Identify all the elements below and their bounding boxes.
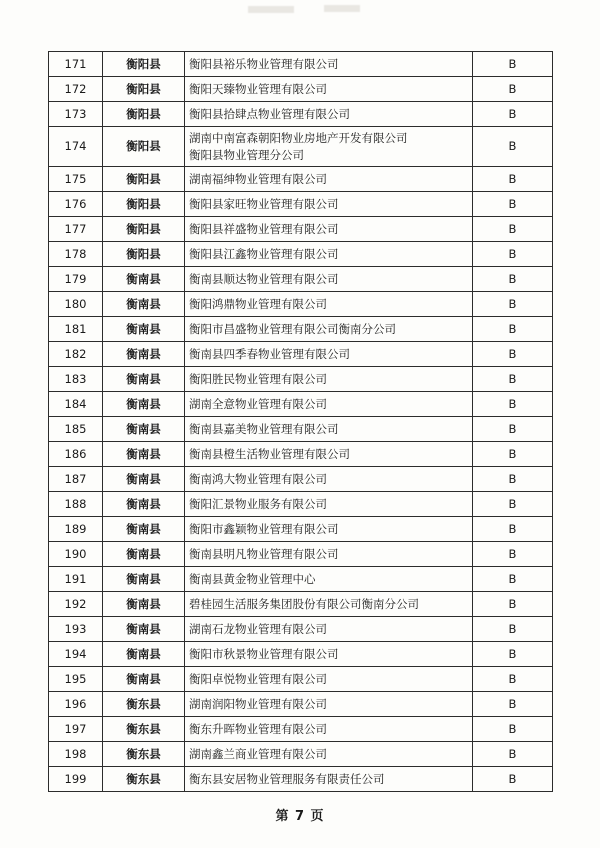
company-name-line: 衡阳县拾肆点物业管理有限公司 bbox=[189, 106, 350, 121]
table-row bbox=[49, 567, 553, 592]
company-name-line: 湖南中南富森朝阳物业房地产开发有限公司 bbox=[189, 131, 408, 145]
cell-sequence-number: 175 bbox=[49, 167, 103, 192]
table-row bbox=[49, 77, 553, 102]
table-row bbox=[49, 52, 553, 77]
cell-sequence-number: 174 bbox=[49, 127, 103, 167]
company-name-line: 湖南全意物业管理有限公司 bbox=[189, 397, 327, 411]
cell-grade: B bbox=[473, 742, 553, 767]
company-name-line: 衡阳市昌盛物业管理有限公司衡南分公司 bbox=[189, 322, 396, 336]
cell-district: 衡阳县 bbox=[103, 217, 185, 242]
cell-sequence-number: 187 bbox=[49, 467, 103, 492]
cell-district: 衡南县 bbox=[103, 267, 185, 292]
cell-sequence-number: 177 bbox=[49, 217, 103, 242]
cell-district: 衡东县 bbox=[103, 742, 185, 767]
cell-sequence-number: 198 bbox=[49, 742, 103, 767]
scan-artifact-right bbox=[324, 5, 360, 12]
table-row bbox=[49, 217, 553, 242]
table-row bbox=[49, 642, 553, 667]
company-name-line: 衡阳天臻物业管理有限公司 bbox=[189, 81, 327, 96]
table-row bbox=[49, 492, 553, 517]
cell-company-name bbox=[185, 242, 473, 267]
cell-company-name bbox=[185, 542, 473, 567]
company-name-line: 湖南福绅物业管理有限公司 bbox=[189, 172, 327, 186]
cell-district: 衡南县 bbox=[103, 367, 185, 392]
cell-grade: B bbox=[473, 102, 553, 127]
cell-company-name bbox=[185, 592, 473, 617]
table-row bbox=[49, 342, 553, 367]
table-row bbox=[49, 617, 553, 642]
cell-grade: B bbox=[473, 192, 553, 217]
table-row bbox=[49, 392, 553, 417]
cell-grade: B bbox=[473, 367, 553, 392]
table-row bbox=[49, 317, 553, 342]
table-row bbox=[49, 417, 553, 442]
cell-sequence-number: 178 bbox=[49, 242, 103, 267]
cell-grade: B bbox=[473, 767, 553, 792]
table-body bbox=[49, 52, 553, 792]
cell-district: 衡东县 bbox=[103, 767, 185, 792]
company-name-line: 衡阳县祥盛物业管理有限公司 bbox=[189, 222, 339, 236]
company-name-line: 衡南县顺达物业管理有限公司 bbox=[189, 272, 339, 286]
cell-company-name bbox=[185, 342, 473, 367]
cell-grade: B bbox=[473, 127, 553, 167]
cell-district: 衡阳县 bbox=[103, 102, 185, 127]
company-name-line: 衡阳市秋景物业管理有限公司 bbox=[189, 647, 339, 661]
company-name-line: 衡南县嘉美物业管理有限公司 bbox=[189, 422, 339, 436]
cell-sequence-number: 180 bbox=[49, 292, 103, 317]
cell-district: 衡南县 bbox=[103, 292, 185, 317]
cell-sequence-number: 195 bbox=[49, 667, 103, 692]
cell-grade: B bbox=[473, 567, 553, 592]
cell-company-name bbox=[185, 517, 473, 542]
company-name-line: 衡阳县江鑫物业管理有限公司 bbox=[189, 247, 339, 261]
cell-company-name bbox=[185, 52, 473, 77]
cell-company-name bbox=[185, 367, 473, 392]
cell-company-name bbox=[185, 167, 473, 192]
company-name-line: 衡阳县物业管理分公司 bbox=[189, 147, 304, 162]
company-name-line: 湖南润阳物业管理有限公司 bbox=[189, 697, 327, 711]
cell-sequence-number: 192 bbox=[49, 592, 103, 617]
cell-sequence-number: 172 bbox=[49, 77, 103, 102]
table-row bbox=[49, 192, 553, 217]
cell-sequence-number: 190 bbox=[49, 542, 103, 567]
company-name-line: 湖南石龙物业管理有限公司 bbox=[189, 622, 327, 636]
cell-grade: B bbox=[473, 692, 553, 717]
cell-sequence-number: 179 bbox=[49, 267, 103, 292]
cell-grade: B bbox=[473, 517, 553, 542]
company-name-line: 衡阳鸿鼎物业管理有限公司 bbox=[189, 297, 327, 311]
cell-district: 衡南县 bbox=[103, 667, 185, 692]
cell-sequence-number: 196 bbox=[49, 692, 103, 717]
cell-grade: B bbox=[473, 492, 553, 517]
table-row bbox=[49, 442, 553, 467]
company-name-line: 衡阳汇景物业服务有限公司 bbox=[189, 497, 327, 511]
company-name-line: 湖南鑫兰商业管理有限公司 bbox=[189, 747, 327, 761]
cell-sequence-number: 176 bbox=[49, 192, 103, 217]
cell-company-name bbox=[185, 392, 473, 417]
company-name-line: 衡阳县裕乐物业管理有限公司 bbox=[189, 56, 339, 71]
company-name-line: 衡南县黄金物业管理中心 bbox=[189, 572, 316, 586]
cell-grade: B bbox=[473, 617, 553, 642]
table-row bbox=[49, 267, 553, 292]
cell-company-name bbox=[185, 492, 473, 517]
cell-district: 衡南县 bbox=[103, 442, 185, 467]
cell-sequence-number: 188 bbox=[49, 492, 103, 517]
company-name-line: 衡阳胜民物业管理有限公司 bbox=[189, 372, 327, 386]
company-grade-table-wrapper bbox=[48, 51, 552, 792]
table-row bbox=[49, 767, 553, 792]
table-row bbox=[49, 102, 553, 127]
company-name-line: 衡阳市鑫颖物业管理有限公司 bbox=[189, 522, 339, 536]
cell-sequence-number: 182 bbox=[49, 342, 103, 367]
table-row bbox=[49, 667, 553, 692]
cell-grade: B bbox=[473, 717, 553, 742]
cell-company-name bbox=[185, 442, 473, 467]
cell-grade: B bbox=[473, 417, 553, 442]
cell-grade: B bbox=[473, 442, 553, 467]
cell-company-name bbox=[185, 642, 473, 667]
company-name-line: 衡东县安居物业管理服务有限责任公司 bbox=[189, 772, 385, 786]
cell-sequence-number: 189 bbox=[49, 517, 103, 542]
table-row bbox=[49, 592, 553, 617]
cell-district: 衡南县 bbox=[103, 492, 185, 517]
cell-district: 衡南县 bbox=[103, 317, 185, 342]
cell-grade: B bbox=[473, 217, 553, 242]
company-name-line: 衡东升晖物业管理有限公司 bbox=[189, 722, 327, 736]
cell-company-name bbox=[185, 617, 473, 642]
cell-company-name bbox=[185, 417, 473, 442]
cell-grade: B bbox=[473, 292, 553, 317]
scan-artifact-left bbox=[248, 6, 294, 13]
cell-district: 衡阳县 bbox=[103, 167, 185, 192]
table-row bbox=[49, 127, 553, 167]
table-row bbox=[49, 692, 553, 717]
cell-company-name bbox=[185, 767, 473, 792]
cell-sequence-number: 194 bbox=[49, 642, 103, 667]
cell-sequence-number: 186 bbox=[49, 442, 103, 467]
page-footer: 第 7 页 bbox=[275, 809, 325, 824]
cell-district: 衡南县 bbox=[103, 567, 185, 592]
cell-grade: B bbox=[473, 667, 553, 692]
cell-grade: B bbox=[473, 392, 553, 417]
company-name-line: 衡阳卓悦物业管理有限公司 bbox=[189, 672, 327, 686]
cell-company-name bbox=[185, 267, 473, 292]
company-name-line: 衡阳县家旺物业管理有限公司 bbox=[189, 197, 339, 211]
cell-company-name bbox=[185, 192, 473, 217]
cell-sequence-number: 191 bbox=[49, 567, 103, 592]
cell-district: 衡南县 bbox=[103, 392, 185, 417]
cell-grade: B bbox=[473, 167, 553, 192]
cell-district: 衡阳县 bbox=[103, 127, 185, 167]
cell-sequence-number: 199 bbox=[49, 767, 103, 792]
cell-district: 衡阳县 bbox=[103, 242, 185, 267]
cell-sequence-number: 184 bbox=[49, 392, 103, 417]
cell-district: 衡南县 bbox=[103, 642, 185, 667]
cell-district: 衡南县 bbox=[103, 592, 185, 617]
cell-district: 衡南县 bbox=[103, 342, 185, 367]
cell-district: 衡阳县 bbox=[103, 192, 185, 217]
table-row bbox=[49, 517, 553, 542]
cell-district: 衡东县 bbox=[103, 717, 185, 742]
table-row bbox=[49, 717, 553, 742]
cell-company-name bbox=[185, 317, 473, 342]
company-name-line: 衡南鸿大物业管理有限公司 bbox=[189, 472, 327, 486]
cell-grade: B bbox=[473, 467, 553, 492]
company-name-line: 碧桂园生活服务集团股份有限公司衡南分公司 bbox=[189, 597, 419, 611]
cell-district: 衡南县 bbox=[103, 517, 185, 542]
table-row bbox=[49, 292, 553, 317]
company-grade-table bbox=[48, 51, 553, 792]
cell-grade: B bbox=[473, 542, 553, 567]
cell-district: 衡阳县 bbox=[103, 77, 185, 102]
cell-company-name bbox=[185, 567, 473, 592]
cell-sequence-number: 193 bbox=[49, 617, 103, 642]
table-row bbox=[49, 367, 553, 392]
cell-company-name bbox=[185, 127, 473, 167]
cell-company-name bbox=[185, 102, 473, 127]
cell-district: 衡南县 bbox=[103, 417, 185, 442]
cell-district: 衡东县 bbox=[103, 692, 185, 717]
company-name-line: 衡南县明凡物业管理有限公司 bbox=[189, 547, 339, 561]
cell-company-name bbox=[185, 692, 473, 717]
table-row bbox=[49, 542, 553, 567]
cell-grade: B bbox=[473, 592, 553, 617]
cell-district: 衡阳县 bbox=[103, 52, 185, 77]
cell-company-name bbox=[185, 77, 473, 102]
cell-sequence-number: 185 bbox=[49, 417, 103, 442]
cell-company-name bbox=[185, 217, 473, 242]
cell-grade: B bbox=[473, 317, 553, 342]
cell-grade: B bbox=[473, 77, 553, 102]
table-row bbox=[49, 167, 553, 192]
cell-district: 衡南县 bbox=[103, 542, 185, 567]
cell-sequence-number: 183 bbox=[49, 367, 103, 392]
cell-sequence-number: 197 bbox=[49, 717, 103, 742]
cell-company-name bbox=[185, 667, 473, 692]
table-row bbox=[49, 242, 553, 267]
cell-grade: B bbox=[473, 52, 553, 77]
cell-grade: B bbox=[473, 242, 553, 267]
company-name-line: 衡南县橙生活物业管理有限公司 bbox=[189, 447, 350, 461]
cell-district: 衡南县 bbox=[103, 617, 185, 642]
cell-company-name bbox=[185, 742, 473, 767]
cell-grade: B bbox=[473, 342, 553, 367]
cell-company-name bbox=[185, 717, 473, 742]
company-name-line: 衡南县四季春物业管理有限公司 bbox=[189, 347, 350, 361]
cell-sequence-number: 173 bbox=[49, 102, 103, 127]
cell-district: 衡南县 bbox=[103, 467, 185, 492]
cell-grade: B bbox=[473, 642, 553, 667]
cell-company-name bbox=[185, 292, 473, 317]
cell-sequence-number: 181 bbox=[49, 317, 103, 342]
cell-grade: B bbox=[473, 267, 553, 292]
cell-company-name bbox=[185, 467, 473, 492]
cell-sequence-number: 171 bbox=[49, 52, 103, 77]
table-row bbox=[49, 742, 553, 767]
table-row bbox=[49, 467, 553, 492]
